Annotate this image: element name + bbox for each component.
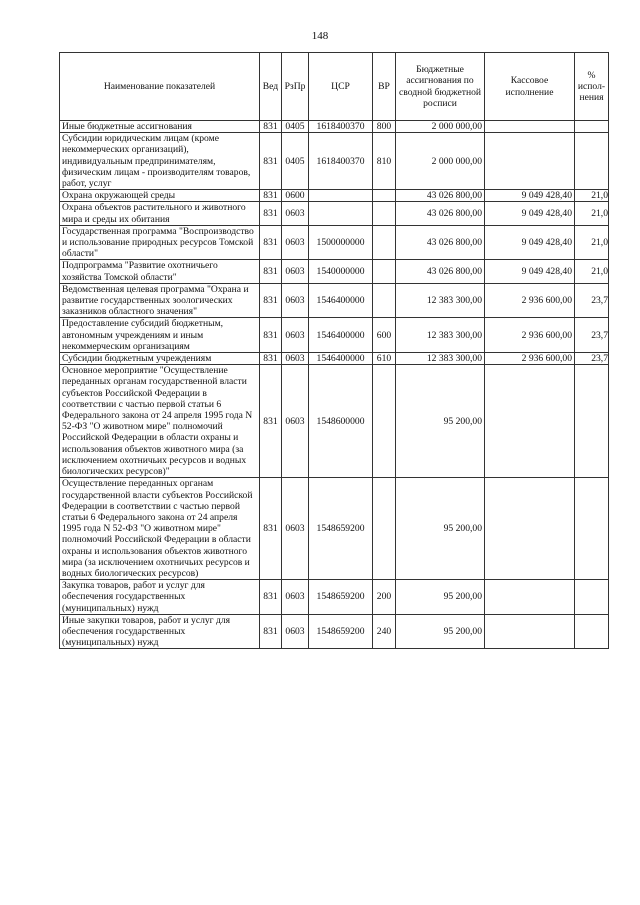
row-ved: 831 <box>260 365 282 478</box>
table-row <box>60 121 609 133</box>
row-vr: 800 <box>373 121 396 133</box>
row-cash-execution: 9 049 428,40 <box>485 260 575 283</box>
row-name: Охрана объектов растительного и животного мира и среды их обитания <box>60 202 260 225</box>
header-assignments: Бюджетные ассигнования по сводной бюджетной росписи <box>396 53 485 121</box>
row-execution-percent: 21,0 <box>575 202 609 225</box>
row-ved: 831 <box>260 202 282 225</box>
row-rzpr: 0603 <box>282 225 309 260</box>
row-execution-percent <box>575 121 609 133</box>
row-ved: 831 <box>260 614 282 649</box>
row-csr: 1618400370 <box>309 133 373 190</box>
table-row <box>60 190 609 202</box>
row-rzpr: 0603 <box>282 365 309 478</box>
row-assignments: 12 383 300,00 <box>396 318 485 353</box>
row-cash-execution: 9 049 428,40 <box>485 190 575 202</box>
row-csr: 1546400000 <box>309 318 373 353</box>
row-csr: 1546400000 <box>309 353 373 365</box>
row-vr: 600 <box>373 318 396 353</box>
row-vr: 200 <box>373 580 396 615</box>
row-rzpr: 0603 <box>282 283 309 318</box>
table-row <box>60 283 609 318</box>
header-row <box>60 53 609 121</box>
header-rzpr: РзПр <box>282 53 309 121</box>
row-name: Государственная программа "Воспроизводство и использование природных ресурсов Томской области" <box>60 225 260 260</box>
row-rzpr: 0405 <box>282 121 309 133</box>
row-csr: 1546400000 <box>309 283 373 318</box>
row-ved: 831 <box>260 121 282 133</box>
row-cash-execution: 2 936 600,00 <box>485 283 575 318</box>
row-execution-percent: 23,7 <box>575 353 609 365</box>
row-execution-percent: 21,0 <box>575 225 609 260</box>
row-ved: 831 <box>260 353 282 365</box>
header-execution-percent: % испол-нения <box>575 53 609 121</box>
row-assignments: 95 200,00 <box>396 580 485 615</box>
row-rzpr: 0603 <box>282 202 309 225</box>
row-cash-execution <box>485 133 575 190</box>
row-rzpr: 0603 <box>282 478 309 580</box>
row-vr: 610 <box>373 353 396 365</box>
row-execution-percent <box>575 478 609 580</box>
row-csr: 1548659200 <box>309 478 373 580</box>
row-rzpr: 0600 <box>282 190 309 202</box>
row-name: Предоставление субсидий бюджетным, автономным учреждениям и иным некоммерческим организациям <box>60 318 260 353</box>
row-vr <box>373 478 396 580</box>
row-csr: 1618400370 <box>309 121 373 133</box>
row-assignments: 95 200,00 <box>396 478 485 580</box>
table-row <box>60 225 609 260</box>
row-ved: 831 <box>260 133 282 190</box>
row-assignments: 95 200,00 <box>396 365 485 478</box>
row-rzpr: 0603 <box>282 260 309 283</box>
row-vr <box>373 225 396 260</box>
row-name: Осуществление переданных органам государственной власти субъектов Российской Федерации в соответствии с частью первой статьи 6 Федерального закона от 24 апреля 1995 года N 52-ФЗ "О животном мире" полномочий Российской Федерации в области охраны и использования объектов животного мира (за исключением охотничьих ресурсов и водных биологических ресурсов) <box>60 478 260 580</box>
row-rzpr: 0405 <box>282 133 309 190</box>
row-name: Подпрограмма "Развитие охотничьего хозяйства Томской области" <box>60 260 260 283</box>
row-vr <box>373 365 396 478</box>
row-execution-percent <box>575 365 609 478</box>
row-ved: 831 <box>260 225 282 260</box>
row-assignments: 43 026 800,00 <box>396 260 485 283</box>
row-ved: 831 <box>260 318 282 353</box>
table-row <box>60 365 609 478</box>
row-name: Иные закупки товаров, работ и услуг для обеспечения государственных (муниципальных) нужд <box>60 614 260 649</box>
table-row <box>60 318 609 353</box>
row-execution-percent: 21,0 <box>575 190 609 202</box>
row-name: Основное мероприятие "Осуществление переданных органам государственной власти субъектов Российской Федерации в соответствии с частью первой статьи 6 Федерального закона от 24 апреля 1995 года N 52-ФЗ "О животном мире" полномочий Российской Федерации в области охраны и использования объектов животного мира (за исключением охотничьих ресурсов и водных биологических ресурсов)" <box>60 365 260 478</box>
row-csr: 1540000000 <box>309 260 373 283</box>
row-ved: 831 <box>260 260 282 283</box>
row-execution-percent <box>575 133 609 190</box>
row-name: Иные бюджетные ассигнования <box>60 121 260 133</box>
table-row <box>60 614 609 649</box>
row-ved: 831 <box>260 478 282 580</box>
row-vr: 240 <box>373 614 396 649</box>
row-execution-percent: 23,7 <box>575 283 609 318</box>
row-cash-execution <box>485 614 575 649</box>
table-row <box>60 260 609 283</box>
row-csr: 1548659200 <box>309 580 373 615</box>
table-row <box>60 478 609 580</box>
row-execution-percent: 21,0 <box>575 260 609 283</box>
row-vr <box>373 190 396 202</box>
row-assignments: 12 383 300,00 <box>396 283 485 318</box>
row-vr <box>373 283 396 318</box>
table-row <box>60 353 609 365</box>
row-assignments: 2 000 000,00 <box>396 133 485 190</box>
row-cash-execution <box>485 580 575 615</box>
table-row <box>60 202 609 225</box>
row-cash-execution: 2 936 600,00 <box>485 318 575 353</box>
budget-table <box>59 52 609 649</box>
row-rzpr: 0603 <box>282 614 309 649</box>
header-name: Наименование показателей <box>60 53 260 121</box>
row-assignments: 12 383 300,00 <box>396 353 485 365</box>
row-assignments: 43 026 800,00 <box>396 190 485 202</box>
header-vr: ВР <box>373 53 396 121</box>
row-ved: 831 <box>260 283 282 318</box>
row-ved: 831 <box>260 580 282 615</box>
header-csr: ЦСР <box>309 53 373 121</box>
row-rzpr: 0603 <box>282 318 309 353</box>
row-name: Ведомственная целевая программа "Охрана и развитие государственных зоологических заказников областного значения" <box>60 283 260 318</box>
row-name: Субсидии юридическим лицам (кроме некоммерческих организаций), индивидуальным предпринимателям, физическим лицам - производителям товаров, работ, услуг <box>60 133 260 190</box>
row-rzpr: 0603 <box>282 580 309 615</box>
table-row <box>60 580 609 615</box>
row-execution-percent <box>575 614 609 649</box>
row-ved: 831 <box>260 190 282 202</box>
row-csr <box>309 190 373 202</box>
row-cash-execution <box>485 121 575 133</box>
row-csr <box>309 202 373 225</box>
row-csr: 1500000000 <box>309 225 373 260</box>
row-csr: 1548600000 <box>309 365 373 478</box>
row-cash-execution: 9 049 428,40 <box>485 225 575 260</box>
row-name: Субсидии бюджетным учреждениям <box>60 353 260 365</box>
row-assignments: 43 026 800,00 <box>396 202 485 225</box>
table-row <box>60 133 609 190</box>
row-cash-execution: 9 049 428,40 <box>485 202 575 225</box>
row-vr <box>373 202 396 225</box>
row-assignments: 43 026 800,00 <box>396 225 485 260</box>
row-rzpr: 0603 <box>282 353 309 365</box>
header-cash-execution: Кассовое исполнение <box>485 53 575 121</box>
row-cash-execution <box>485 478 575 580</box>
row-cash-execution <box>485 365 575 478</box>
row-execution-percent <box>575 580 609 615</box>
row-assignments: 2 000 000,00 <box>396 121 485 133</box>
page-number: 148 <box>311 30 329 42</box>
row-execution-percent: 23,7 <box>575 318 609 353</box>
row-assignments: 95 200,00 <box>396 614 485 649</box>
row-vr <box>373 260 396 283</box>
row-name: Охрана окружающей среды <box>60 190 260 202</box>
header-ved: Вед <box>260 53 282 121</box>
row-vr: 810 <box>373 133 396 190</box>
row-name: Закупка товаров, работ и услуг для обеспечения государственных (муниципальных) нужд <box>60 580 260 615</box>
row-cash-execution: 2 936 600,00 <box>485 353 575 365</box>
row-csr: 1548659200 <box>309 614 373 649</box>
